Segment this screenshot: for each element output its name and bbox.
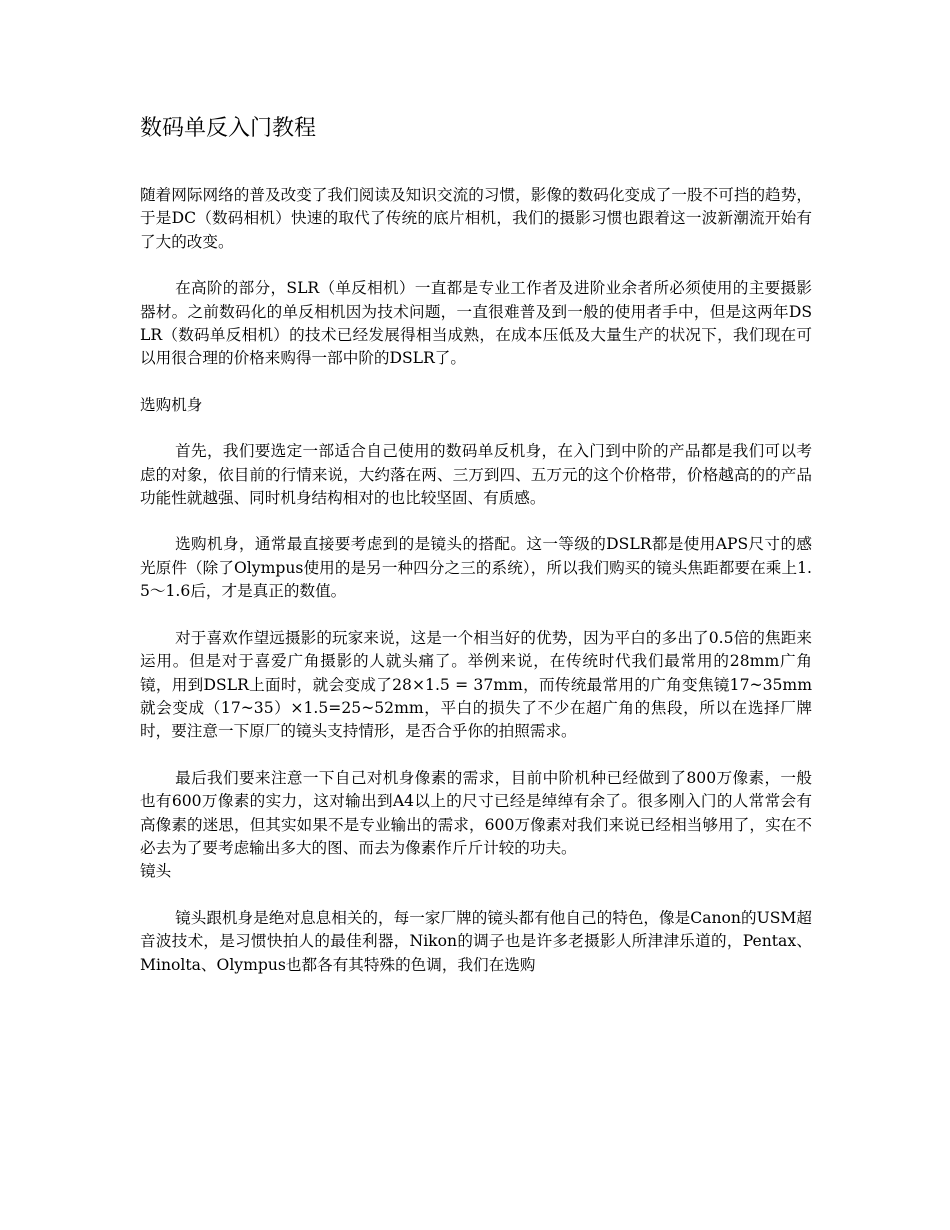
document-title: 数码单反入门教程: [140, 116, 317, 141]
lens-crop-paragraph: 选购机身，通常最直接要考虑到的是镜头的搭配。这一等级的DSLR都是使用APS尺寸的感光原件（除了Olympus使用的是另一种四分之三的系统），所以我们购买的镜头焦距都要在乘上1.5～1.6后，才是真正的数值。: [140, 535, 812, 601]
lens-paragraph: 镜头跟机身是绝对息息相关的，每一家厂牌的镜头都有他自己的特色，像是Canon的USM超音波技术，是习惯快拍人的最佳利器，Nikon的调子也是许多老摄影人所津津乐道的，Pentax、Minolta、Olympus也都各有其特殊的色调，我们在选购: [140, 908, 812, 974]
document-page: [140, 112, 812, 1000]
body-selection-paragraph: 首先，我们要选定一部适合自己使用的数码单反机身，在入门到中阶的产品都是我们可以考虑的对象，依目前的行情来说，大约落在两、三万到四、五万元的这个价格带，价格越高的的产品功能性就越强、同时机身结构相对的也比较坚固、有质感。: [140, 442, 812, 508]
intro-paragraph: 随着网际网络的普及改变了我们阅读及知识交流的习惯，影像的数码化变成了一股不可挡的趋势，于是DC（数码相机）快速的取代了传统的底片相机，我们的摄影习惯也跟着这一波新潮流开始有了大的改变。: [140, 186, 812, 251]
section-heading-lens: 镜头: [140, 862, 172, 881]
section-heading-body: 选购机身: [140, 395, 203, 414]
slr-paragraph: 在高阶的部分，SLR（单反相机）一直都是专业工作者及进阶业余者所必须使用的主要摄影器材。之前数码化的单反相机因为技术问题，一直很难普及到一般的使用者手中，但是这两年DSLR（数码单反相机）的技术已经发展得相当成熟，在成本压低及大量生产的状况下，我们现在可以用很合理的价格来购得一部中阶的DSLR了。: [140, 279, 812, 368]
pixel-paragraph: 最后我们要来注意一下自己对机身像素的需求，目前中阶机种已经做到了800万像素，一般也有600万像素的实力，这对输出到A4以上的尺寸已经是绰绰有余了。很多刚入门的人常常会有高像素的迷思，但其实如果不是专业输出的需求，600万像素对我们来说已经相当够用了，实在不必去为了要考虑输出多大的图、而去为像素作斤斤计较的功夫。: [140, 768, 812, 857]
telephoto-paragraph: 对于喜欢作望远摄影的玩家来说，这是一个相当好的优势，因为平白的多出了0.5倍的焦距来运用。但是对于喜爱广角摄影的人就头痛了。举例来说，在传统时代我们最常用的28mm广角镜，用到DSLR上面时，就会变成了28×1.5 = 37mm，而传统最常用的广角变焦镜17~35mm就会变成（17~35）×1.5=25~52mm，平白的损失了不少在超广角的焦段，所以在选择厂牌时，要注意一下原厂的镜头支持情形，是否合乎你的拍照需求。: [140, 628, 812, 741]
